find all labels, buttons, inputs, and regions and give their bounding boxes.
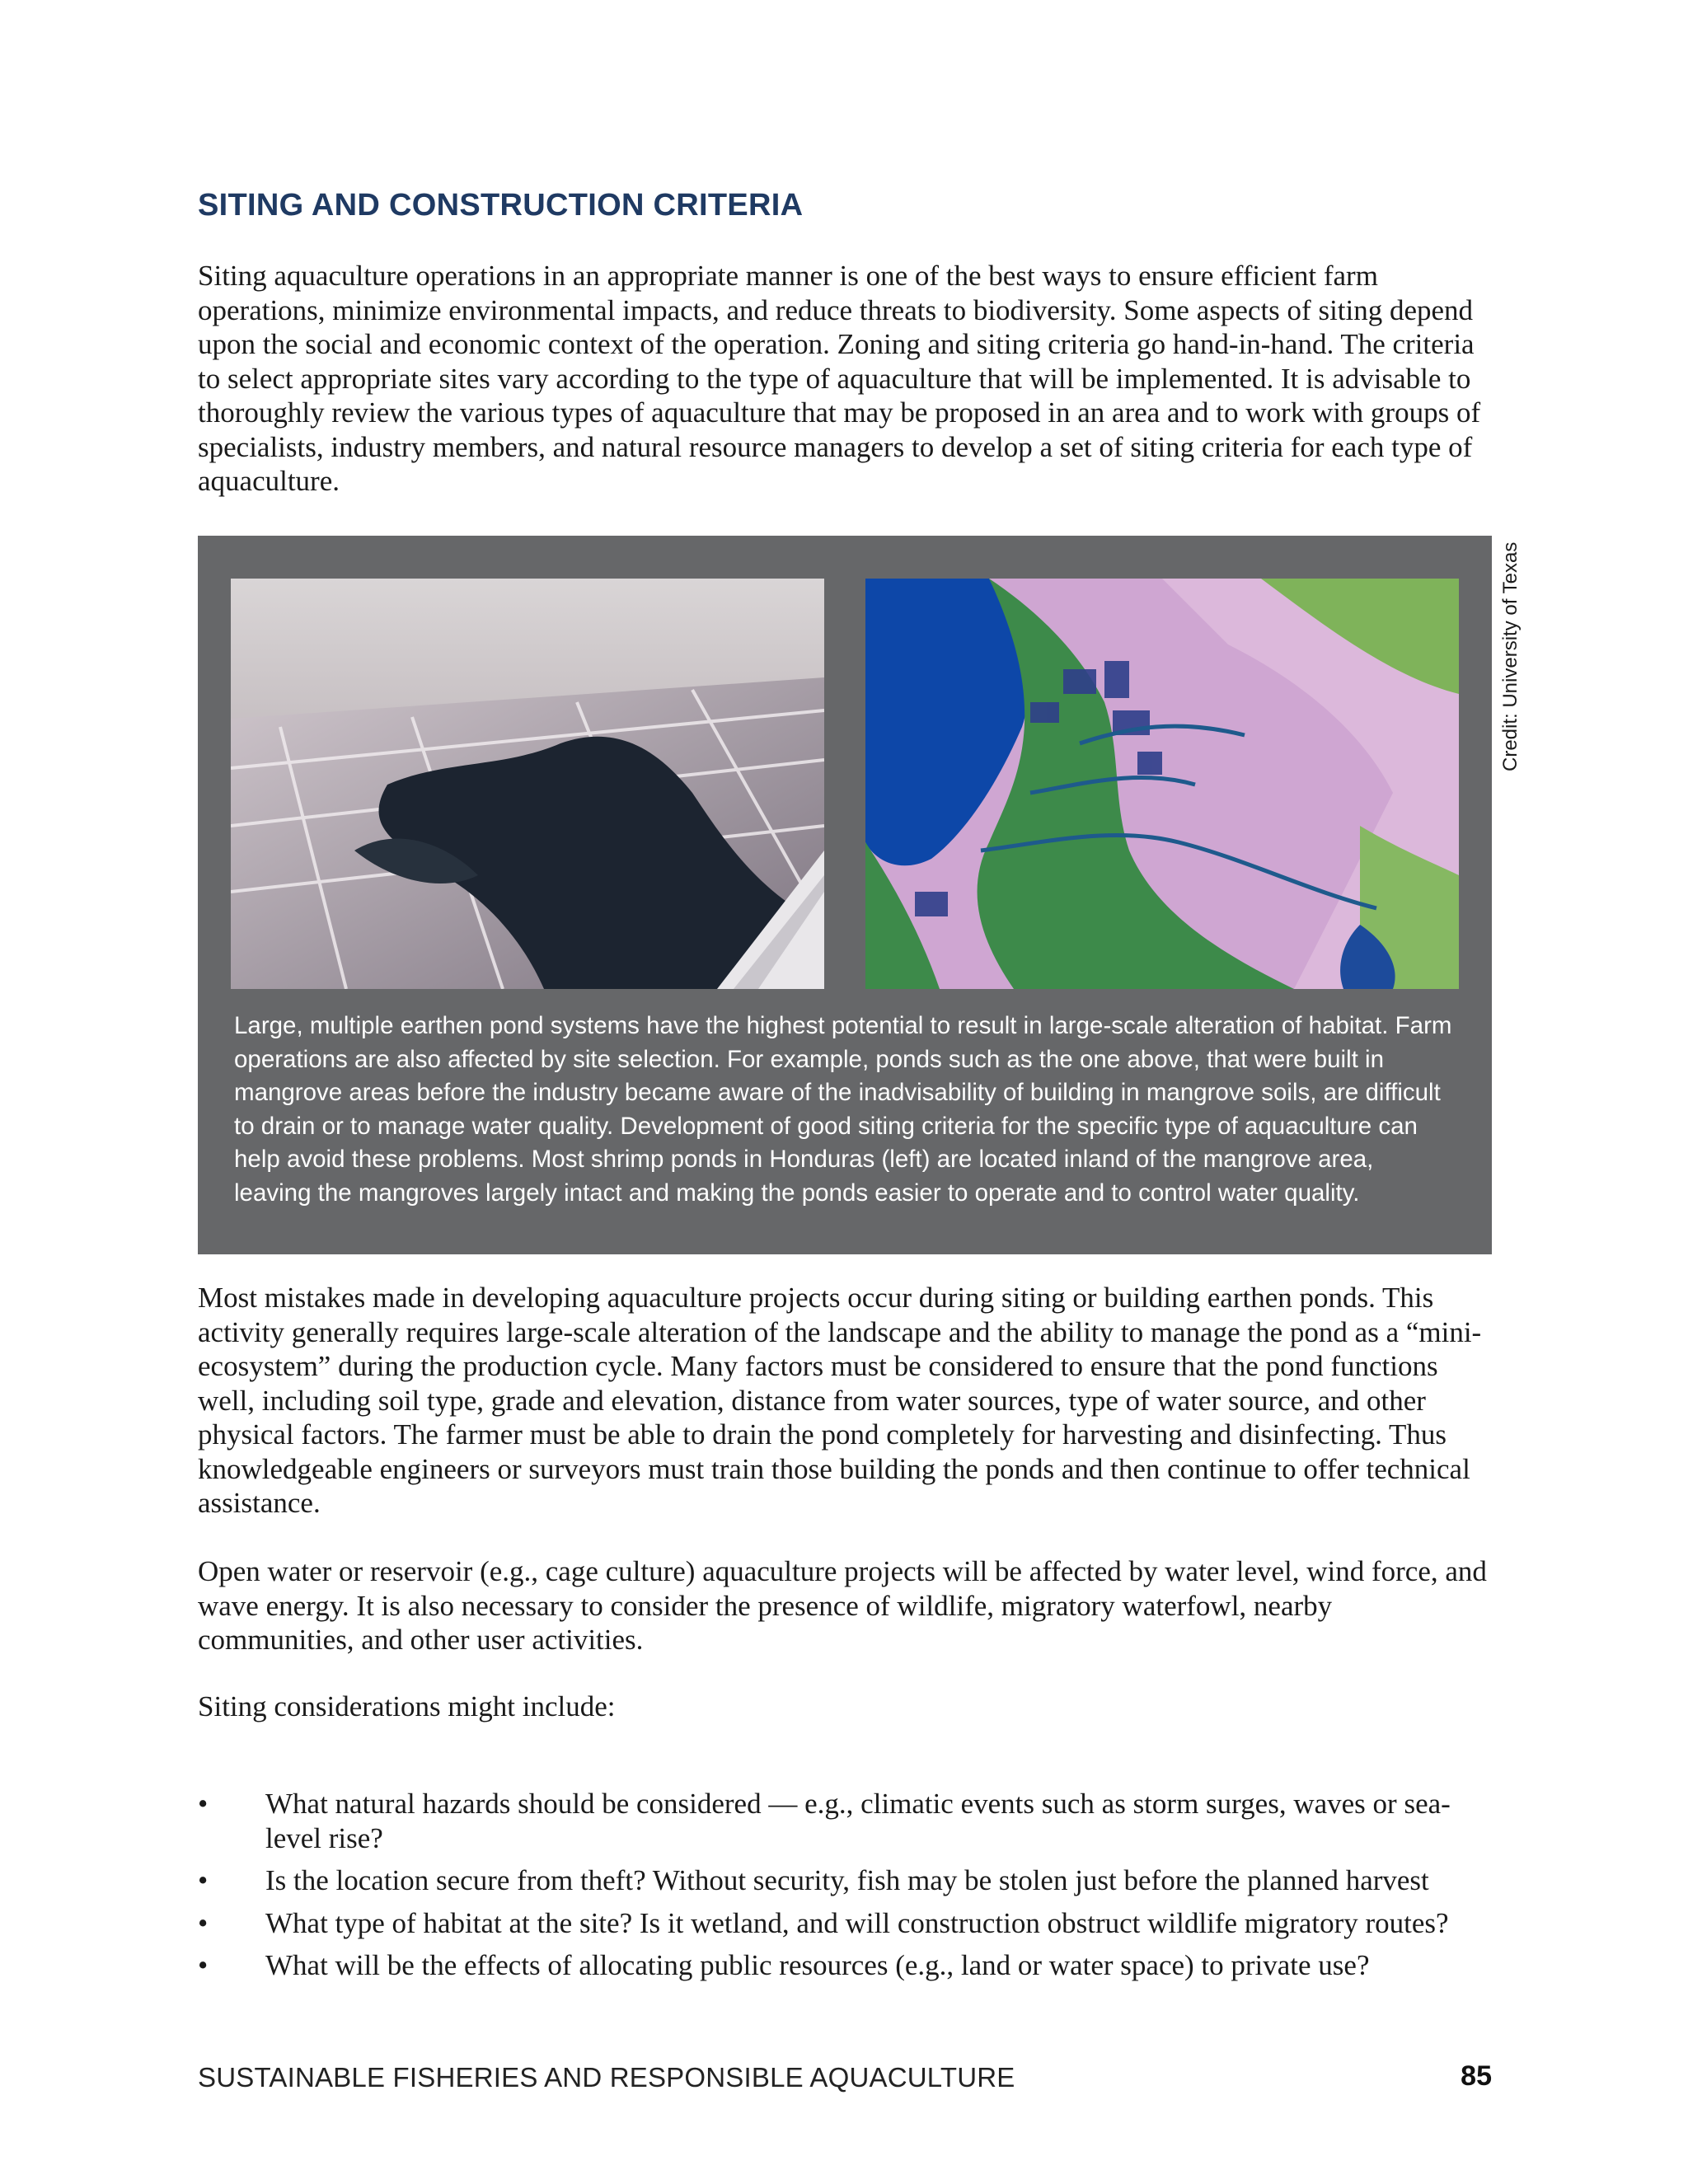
- page-title: SITING AND CONSTRUCTION CRITERIA: [198, 188, 804, 223]
- list-item: [198, 1863, 1500, 1898]
- mistakes-paragraph: Most mistakes made in developing aquaculture projects occur during siting or building earthen ponds. This activity generally requires large-scale alteration of the landscape and the ability to manage the pond as a “mini-ecosystem” during the production cycle. Many factors must be considered to ensure that the pond functions well, including soil type, grade and elevation, distance from water sources, type of water source, and other physical factors. The farmer must be able to drain the pond completely for harvesting and disinfecting. Thus knowledgeable engineers or surveyors must train those building the ponds and then continue to offer technical assistance.: [198, 1282, 1482, 1519]
- list-item: [198, 1787, 1500, 1855]
- list-item: [198, 1906, 1500, 1941]
- list-item-text: Is the location secure from theft? Without security, fish may be stolen just before the planned harvest: [265, 1864, 1429, 1896]
- bullet-icon: •: [198, 1949, 209, 1981]
- bullet-icon: •: [198, 1788, 209, 1820]
- list-item-text: What natural hazards should be considered — e.g., climatic events such as storm surges, waves or sea-level rise?: [265, 1788, 1451, 1854]
- bullet-icon: •: [198, 1906, 209, 1939]
- footer-publication-title: SUSTAINABLE FISHERIES AND RESPONSIBLE AQUACULTURE: [198, 2062, 1015, 2093]
- list-item-text: What type of habitat at the site? Is it wetland, and will construction obstruct wildlife migratory routes?: [265, 1906, 1449, 1939]
- figure-box: [198, 536, 1492, 1254]
- bullet-icon: •: [198, 1864, 209, 1896]
- page-number: 85: [1461, 2060, 1492, 2092]
- open-water-paragraph: Open water or reservoir (e.g., cage culture) aquaculture projects will be affected by water level, wind force, and wave energy. It is also necessary to consider the presence of wildlife, migratory waterfowl, nearby communities, and other user activities.: [198, 1555, 1487, 1656]
- considerations-intro: Siting considerations might include:: [198, 1690, 616, 1722]
- figure-caption: Large, multiple earthen pond systems have the highest potential to result in large-scale alteration of habitat. Farm operations are also affected by site selection. For example, ponds such as the one above, that were built in mangrove areas before the industry became aware of the inadvisability of building in mangrove soils, are difficult to drain or to manage water quality. Development of good siting criteria for the specific type of aquaculture can help avoid these problems. Most shrimp ponds in Honduras (left) are located inland of the mangrove area, leaving the mangroves largely intact and making the ponds easier to operate and to control water quality.: [234, 1012, 1452, 1207]
- aerial-pond-photo: [231, 579, 824, 989]
- intro-paragraph: Siting aquaculture operations in an appropriate manner is one of the best ways to ensure efficient farm operations, minimize environmental impacts, and reduce threats to biodiversity. Some aspects of siting depend upon the social and economic context of the operation. Zoning and siting criteria go hand-in-hand. The criteria to select appropriate sites vary according to the type of aquaculture that will be implemented. It is advisable to thoroughly review the various types of aquaculture that may be proposed in an area and to work with groups of specialists, industry members, and natural resource managers to develop a set of siting criteria for each type of aquaculture.: [198, 260, 1481, 497]
- list-item-text: What will be the effects of allocating public resources (e.g., land or water space) to private use?: [265, 1949, 1370, 1981]
- satellite-mangrove-photo: [865, 579, 1459, 989]
- photo-credit: Credit: University of Texas: [1499, 541, 1522, 771]
- list-item: [198, 1948, 1500, 1983]
- satellite-mangrove-image: [865, 579, 1459, 989]
- aerial-pond-image: [231, 579, 824, 989]
- considerations-list: [198, 1787, 1500, 1991]
